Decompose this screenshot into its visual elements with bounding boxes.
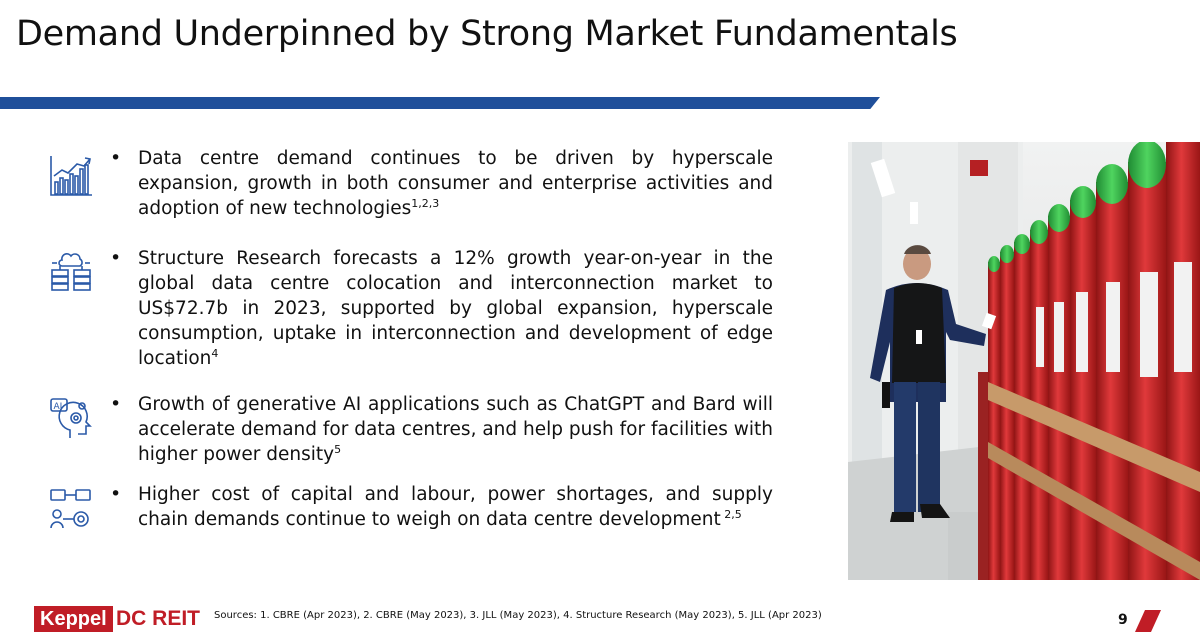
svg-text:AI: AI xyxy=(53,402,63,412)
bullet-text-body: Data centre demand continues to be driven by hyperscale expansion, growth in both consumer and enterprise activities and adoption of new technologies xyxy=(138,148,773,219)
bullet-text xyxy=(138,146,773,221)
bullet-marker: • xyxy=(110,247,122,269)
bullet-marker: • xyxy=(110,483,122,505)
title-accent-bar xyxy=(0,97,880,109)
bullet-text-body: Growth of generative AI applications such as ChatGPT and Bard will accelerate demand for data centres, and help push for facilities with higher power density xyxy=(138,394,773,465)
growth-chart-icon xyxy=(48,152,94,198)
bullet-text xyxy=(138,482,773,532)
technician-inspecting-gas-cylinders-photo xyxy=(848,142,1200,580)
footnote-ref: 2,5 xyxy=(720,507,742,521)
page-number: 9 xyxy=(1118,612,1128,628)
brand-slash-icon xyxy=(1135,610,1161,632)
bullet-text-body: Higher cost of capital and labour, power shortages, and supply chain demands continue to weigh on data centre development xyxy=(138,484,773,530)
people-network-gear-icon xyxy=(48,486,94,532)
logo-dcreit-text: DC REIT xyxy=(116,607,200,630)
bullet-text xyxy=(138,246,773,371)
logo-keppel-text: Keppel xyxy=(34,606,113,632)
slide-title: Demand Underpinned by Strong Market Fundamentals xyxy=(16,14,958,54)
cloud-server-icon xyxy=(48,248,94,294)
bullet-text xyxy=(138,392,773,467)
ai-head-gear-icon xyxy=(48,396,94,442)
sources-footnote: Sources: 1. CBRE (Apr 2023), 2. CBRE (May 2023), 3. JLL (May 2023), 4. Structure Research (May 2023), 5. JLL (Apr 2023) xyxy=(214,610,822,621)
bullet-text-body: Structure Research forecasts a 12% growth year-on-year in the global data centre colocation and interconnection market to US$72.7b in 2023, supported by global expansion, hyperscale consumption, uptake in interconnection and development of edge location xyxy=(138,248,773,369)
footnote-ref: 5 xyxy=(334,442,342,456)
footnote-ref: 4 xyxy=(211,346,219,360)
bullet-marker: • xyxy=(110,393,122,415)
bullet-marker: • xyxy=(110,147,122,169)
footnote-ref: 1,2,3 xyxy=(411,196,440,210)
